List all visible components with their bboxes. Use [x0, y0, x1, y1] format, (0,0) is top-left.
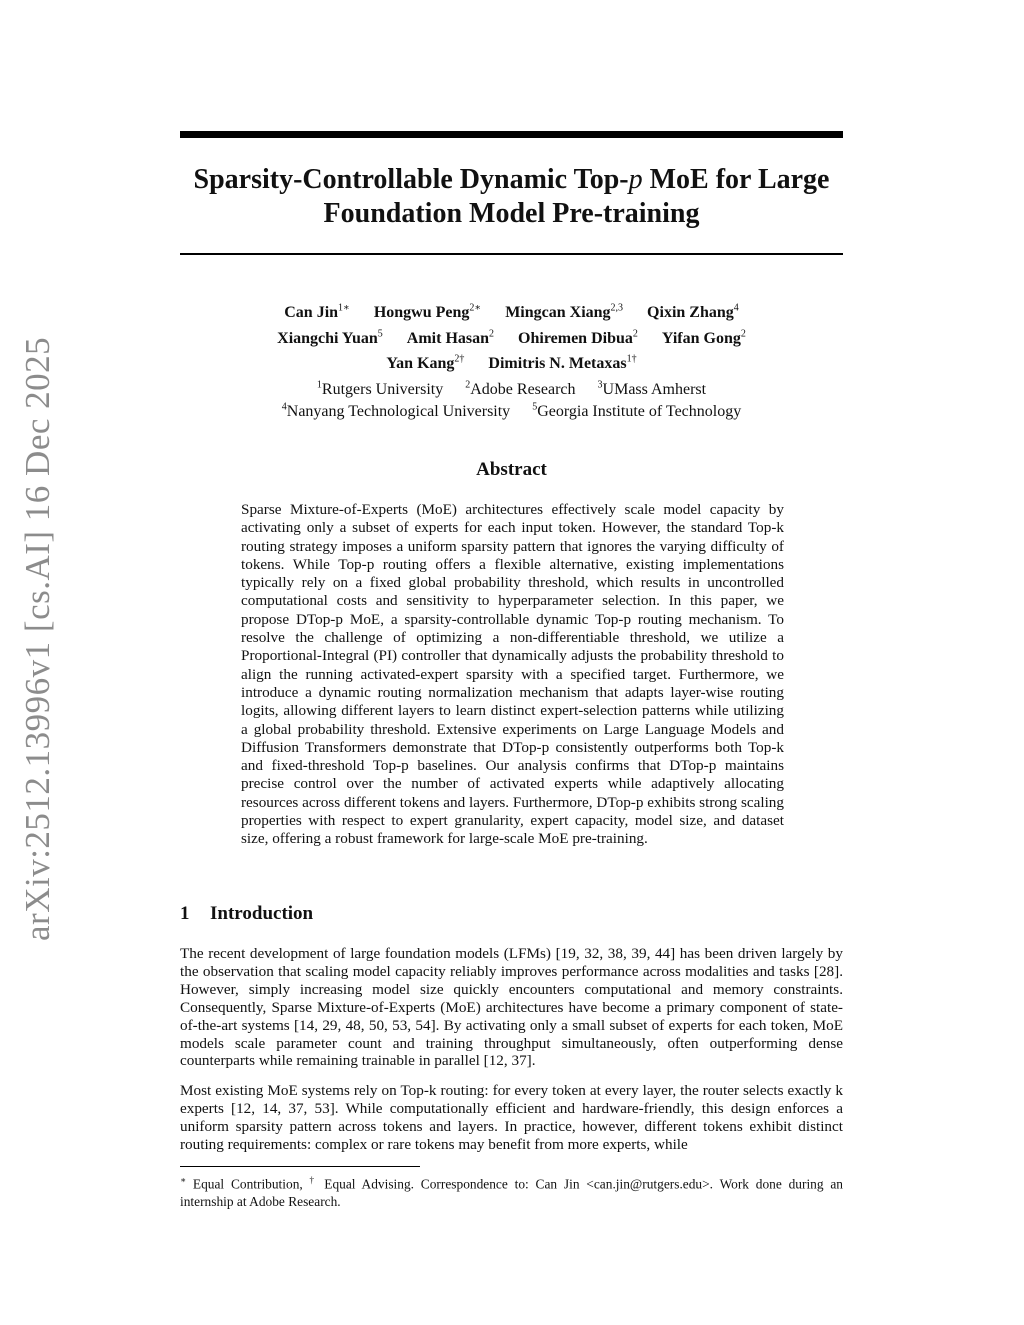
author-row-2 [180, 323, 843, 348]
title-bottom-rule [180, 253, 843, 255]
author: Yifan Gong$^2$ [661, 328, 746, 347]
title-top-rule [180, 131, 843, 138]
section-number: 1 [180, 903, 190, 924]
affiliation: $^2$Adobe Research [465, 380, 576, 399]
affiliation: $^5$Georgia Institute of Technology [532, 401, 742, 420]
author-row-1 [180, 298, 843, 323]
arxiv-identifier-stamp: arXiv:2512.13996v1 [cs.AI] 16 Dec 2025 [18, 336, 57, 941]
affiliation-list [180, 377, 843, 420]
footnote-symbol-equal-contribution: ∗ [180, 1175, 187, 1185]
footnote-symbol-equal-advising: † [309, 1175, 318, 1185]
affiliation: $^1$Rutgers University [316, 380, 444, 399]
footnote: ∗ Equal Contribution, † Equal Advising. Correspondence to: Can Jin <can.jin@rutgers.edu>. Work done during an internship at Adobe Research. [180, 1175, 843, 1210]
paper-title [180, 163, 843, 231]
section-title: Introduction [210, 903, 314, 924]
author: Qixin Zhang$^4$ [647, 303, 739, 322]
intro-paragraph-1: The recent development of large foundation models (LFMs) [19, 32, 38, 39, 44] has been driven largely by the observation that scaling model capacity reliably improves performance across modalities and tasks [28]. However, simply increasing model size quickly encounters computational and memory constraints. Consequently, Sparse Mixture-of-Experts (MoE) architectures have become a primary component of state-of-the-art systems [14, 29, 48, 50, 53, 54]. By activating only a small subset of experts for each token, MoE models scale parameter count and training throughput simultaneously, often outperforming dense counterparts while remaining trainable in parallel [12, 37]. [180, 945, 843, 1070]
title-line2: Foundation Model Pre-training [323, 198, 700, 229]
author: Yan Kang$^{2\dagger}$ [386, 353, 465, 372]
abstract-body: Sparse Mixture-of-Experts (MoE) architectures effectively scale model capacity by activating only a subset of experts for each input token. However, the standard Top-k routing strategy imposes a uniform sparsity pattern that ignores the varying difficulty of tokens. While Top-p routing offers a flexible alternative, existing implementations typically rely on a fixed global probability threshold, which results in uncontrolled computational costs and sensitivity to hyperparameter selection. In this paper, we propose DTop-p MoE, a sparsity-controllable dynamic Top-p routing mechanism. To resolve the challenge of optimizing a non-differentiable threshold, we utilize a Proportional-Integral (PI) controller that dynamically adjusts the probability threshold to align the running activated-expert sparsity with a specified target. Furthermore, we introduce a dynamic routing normalization mechanism that adapts layer-wise routing logits, allowing different layers to learn distinct expert-selection patterns while utilizing a global probability threshold. Extensive experiments on Large Language Models and Diffusion Transformers demonstrate that DTop-p consistently outperforms both Top-k and fixed-threshold Top-p baselines. Our analysis confirms that DTop-p maintains precise control over the number of activated experts while adaptively allocating resources across different tokens and layers. Furthermore, DTop-p exhibits strong scaling properties with respect to expert granularity, expert capacity, model size, and dataset size, offering a robust framework for large-scale MoE pre-training. [241, 501, 784, 848]
footnote-rule [180, 1166, 420, 1167]
author: Can Jin$^{1∗}$ [284, 303, 350, 322]
author: Dimitris N. Metaxas$^{1\dagger}$ [488, 353, 637, 372]
author: Xiangchi Yuan$^5$ [277, 328, 383, 347]
affiliation: $^4$Nanyang Technological University [281, 401, 511, 420]
author: Hongwu Peng$^{2∗}$ [373, 303, 482, 322]
author: Mingcan Xiang$^{2,3}$ [505, 303, 624, 322]
abstract-heading: Abstract [476, 459, 547, 480]
author: Ohiremen Dibua$^2$ [518, 328, 638, 347]
intro-paragraph-2: Most existing MoE systems rely on Top-k routing: for every token at every layer, the router selects exactly k experts [12, 14, 37, 53]. While computationally efficient and hardware-friendly, this design enforces a uniform sparsity pattern across tokens and layers. In practice, however, different tokens exhibit distinct routing requirements: complex or rare tokens may benefit from more experts, while [180, 1082, 843, 1153]
author-row-3 [180, 349, 843, 374]
title-line1-prefix: Sparsity-Controllable Dynamic Top- [193, 164, 629, 195]
affiliation: $^3$UMass Amherst [597, 380, 707, 399]
affiliation-row-2 [180, 398, 843, 419]
section-heading-introduction [180, 902, 313, 926]
author: Amit Hasan$^2$ [406, 328, 495, 347]
affiliation-row-1 [180, 377, 843, 398]
title-math-p: p [628, 164, 643, 195]
title-line1-suffix: MoE for Large [642, 164, 830, 195]
author-list [180, 298, 843, 374]
